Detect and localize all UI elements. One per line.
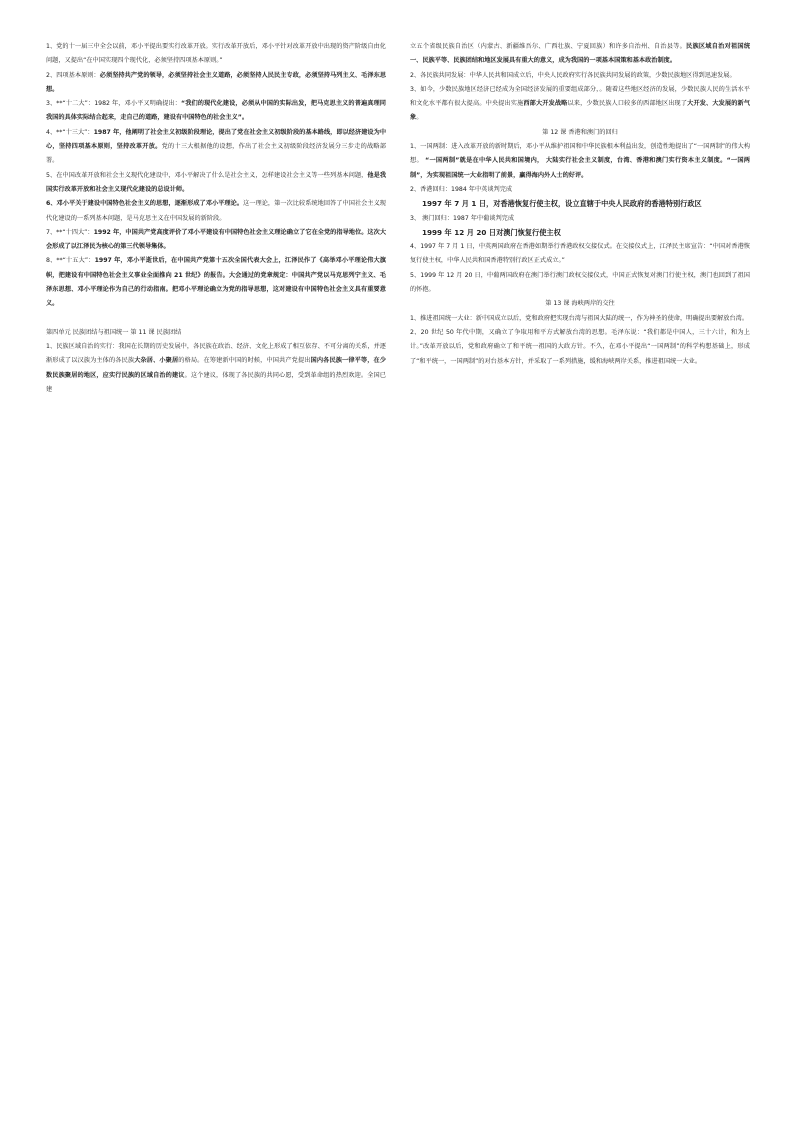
- spacer: [46, 312, 386, 326]
- unit-heading: [46, 326, 386, 340]
- text-segment: 第 12 课 香港和澳门的回归: [542, 128, 618, 136]
- lesson-13-heading: [410, 297, 750, 311]
- text-segment: 5、1999 年 12 月 20 日，中葡两国政府在澳门举行澳门政权交接仪式，中国正式恢复对澳门行使主权，澳门也回到了祖国的怀抱。: [410, 271, 750, 294]
- text-segment: 。: [416, 114, 423, 122]
- text-segment: 立五个省级民族自治区（内蒙古、新疆维吾尔、广西壮族、宁夏回族）和许多自治州、自治县等。: [410, 43, 687, 50]
- text-segment: 4、1997 年 7 月 1 日，中英两国政府在香港如期举行香港政权交接仪式。在交接仪式上，江泽民主席宣告：“中国对香港恢复行使主权，中华人民共和国香港特别行政区正式成立。”: [410, 243, 750, 265]
- paragraph-peaceful-reunification: [410, 326, 750, 369]
- paragraph-twelfth-congress: [46, 97, 386, 126]
- text-segment: 4、**“十三大”：: [46, 128, 94, 136]
- text-segment: 1、推进祖国统一大业：新中国成立以后，党和政府把实现台湾与祖国大陆的统一，作为神圣的使命，明确提出要解放台湾。: [410, 314, 749, 322]
- paragraph-fourteenth-congress: [46, 226, 386, 255]
- text-segment: 2、20 世纪 50 年代中期，又确立了争取用和平方式解放台湾的思想。毛泽东说：“我们都是中国人，三十六计，和为上计。”改革开放以后，党和政府确立了和平统一祖国的大政方针。不久，在邓小平提出“一国两制”的科学构想基础上，形成了“和平统一，一国两制”的对台基本方针，并采取了一系列措施，缓和海峡两岸关系，推进祖国统一大业。: [410, 328, 750, 365]
- text-segment-bold: 大杂居、小聚居: [134, 357, 179, 365]
- paragraph-hong-kong-return: [410, 183, 750, 197]
- paragraph-thirteenth-congress: [46, 126, 386, 169]
- text-segment: 3、 澳门回归：1987 年中葡谈判完成: [410, 214, 515, 222]
- text-segment: 7、**“十四大”：: [46, 228, 94, 236]
- paragraph-four-principles: [46, 69, 386, 98]
- text-segment: 8、**“十五大”：: [46, 257, 95, 265]
- text-segment-bold: 1997 年 7 月 1 日，对香港恢复行使主权，设立直辖于中央人民政府的香港特别行政区: [422, 199, 702, 209]
- text-segment: 。这个建议，体现了各民族的共同心愿，受到革命组的热烈欢迎。全国已建: [46, 371, 386, 393]
- paragraph-macau-handover: [410, 269, 750, 298]
- text-segment-bold: 1999 年 12 月 20 日对澳门恢复行使主权: [422, 227, 561, 237]
- paragraph-fifteenth-congress: [46, 254, 386, 311]
- text-segment-bold: 6、邓小平关于建设中国特色社会主义的思想，逐渐形成了邓小平理论。: [46, 200, 244, 208]
- text-segment: 1、党的十一届三中全会以前，邓小平提出要实行改革开放。实行改革开放后，邓小平针对改革开放中出现的资产阶级自由化问题，又提出“在中国实现四个现代化，必须坚持四项基本原则。”: [46, 43, 386, 65]
- paragraph-macau-return: [410, 212, 750, 226]
- paragraph-one-country-two-systems: [410, 140, 750, 183]
- text-segment-bold: 国内各民族一律平等，在少数民族聚居的地区，应实行民族的区域自治的建议: [46, 357, 387, 379]
- paragraph-chief-architect: [46, 169, 386, 198]
- left-column: [46, 40, 386, 397]
- text-segment: 3、如今，少数民族地区经济已经成为全国经济发展的重要组成部分，。随着这些地区经济的发展，少数民族人民的生活水平和文化水平都有很大提高。中央提出实施: [410, 85, 750, 108]
- text-segment: 3、**“十二大”：1982 年，邓小平又明确提出：: [46, 100, 182, 108]
- text-segment: 以来，少数民族人口较多的西部地区出现了: [567, 100, 688, 108]
- paragraph-deng-theory: [46, 197, 386, 226]
- paragraph-reunification: [410, 312, 750, 326]
- text-segment: 这一理论，第一次比较系统地回答了中国社会主义现代化建设的一系列基本问题，是马克思主义在中国发展的新阶段。: [46, 200, 386, 222]
- text-segment: 第 13 课 海峡两岸的交往: [545, 300, 615, 308]
- text-segment-bold: 1992 年，中国共产党高度评价了邓小平建设有中国特色社会主义理论确立了它在全党的指导地位。这次大会形成了以江泽民为核心的第三代领导集体。: [46, 228, 387, 251]
- paragraph-macau-date: [410, 226, 750, 240]
- text-segment-bold: 大开发、大发展的新气象: [410, 100, 751, 122]
- text-segment: 1、一国两制：进入改革开放的新时期后，邓小平从维护祖国和中华民族根本利益出发，创造性地提出了“: [410, 143, 698, 151]
- paragraph-reform-opening: [46, 40, 386, 69]
- text-segment-bold: 必须坚持共产党的领导，必须坚持社会主义道路，必须坚持人民民主专政，必须坚持马列主义、毛泽东思想。: [46, 71, 387, 93]
- paragraph-regional-autonomy: [46, 340, 386, 397]
- text-segment: 第四单元 民族团结与祖国统一 第 11 课 民族团结: [46, 328, 182, 336]
- text-segment: 2、四项基本原则：: [46, 71, 100, 79]
- text-segment-bold: 1987 年，他阐明了社会主义初级阶段理论，提出了党在社会主义初级阶段的基本路线，即以经济建设为中心，坚持四项基本原则，坚持改革开放。: [46, 128, 387, 151]
- text-segment: 党的十三大根据他的设想，作出了社会主义初级阶段经济发展分三步走的战略部署。: [46, 143, 387, 165]
- text-segment: 的格局。在筹建新中国的时候，中国共产党提出: [178, 357, 311, 365]
- paragraph-western-development: [410, 83, 750, 126]
- paragraph-hk-handover: [410, 240, 750, 269]
- paragraph-common-development: [410, 69, 750, 83]
- text-segment: 2、各民族共同发展：中华人民共和国成立后，中央人民政府实行各民族共同发展的政策，少数民族地区得到迅速发展。: [410, 71, 736, 79]
- text-segment: 1、民族区域自治的实行：我国在长期的历史发展中，各民族在政治、经济、文化上形成了相互依存、不可分离的关系，并逐渐形成了以汉族为主体的各民族: [46, 342, 386, 365]
- text-segment-bold: 他是我国实行改革开放和社会主义现代化建设的总设计师。: [46, 171, 387, 193]
- paragraph-hong-kong-date: [410, 197, 750, 211]
- lesson-12-heading: [410, 126, 750, 140]
- text-segment: 2、香港回归：1984 年中英谈判完成: [410, 185, 513, 193]
- text-segment: 5、在中国改革开放和社会主义现代化建设中，邓小平解决了什么是社会主义，怎样建设社会主义等一些列基本问题，: [46, 171, 368, 179]
- right-column: [410, 40, 750, 369]
- text-segment-bold: “我们的现代化建设，必须从中国的实际出发，把马克思主义的普遍真理同我国的具体实际结合起来，走自己的道路，建设有中国特色的社会主义”。: [46, 100, 386, 122]
- paragraph-autonomous-regions: [410, 40, 750, 69]
- text-segment-bold: 1997 年，邓小平逝世后，在中国共产党第十五次全国代表大会上，江泽民作了《高举邓小平理论伟大旗帜，把建设有中国特色社会主义事业全面推向 21 世纪》的报告。大会通过的党章规定：中国共产党以马克思列宁主义、毛泽东思想、邓小平理论作为自己的行动指南。把邓小平理论确立为党的指导思想，这对建设有中国特色社会主义具有重要意义。: [46, 257, 386, 308]
- text-segment: 一国两制: [697, 143, 722, 151]
- text-segment-bold: 西部大开发战略: [523, 100, 568, 108]
- text-segment: ”的伟大构想。: [410, 143, 751, 165]
- text-segment-bold: 民族区域自治对祖国统一、民族平等、民族团结和地区发展具有重大的意义，成为我国的一项基本国策和基本政治制度。: [410, 43, 751, 65]
- text-segment-bold: “一国两制”就是在中华人民共和国境内， 大陆实行社会主义制度，台湾、香港和澳门实行资本主义制度。“一国两制”，为实现祖国统一大业指明了前景，赢得海内外人士的好评。: [410, 157, 750, 179]
